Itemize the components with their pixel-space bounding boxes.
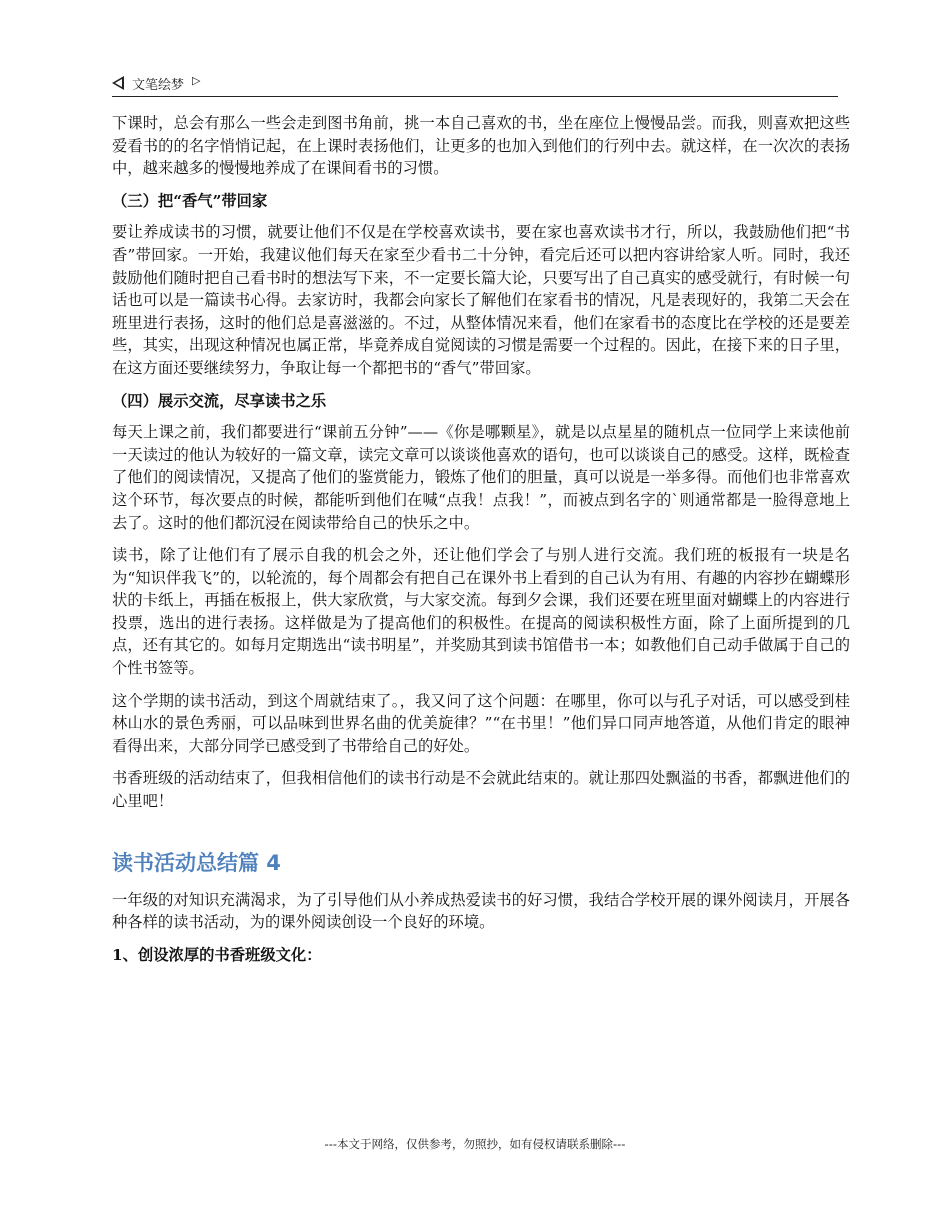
paragraph-2: 要让养成读书的习惯，就要让他们不仅是在学校喜欢读书，要在家也喜欢读书才行，所以，我鼓励他们把“书香”带回家。一开始，我建议他们每天在家至少看书二十分钟，看完后还可以把内容讲给家人听。同时，我还鼓励他们随时把自己看书时的想法写下来，不一定要长篇大论，只要写出了自己真实的感受就行，有时候一句话也可以是一篇读书心得。去家访时，我都会向家长了解他们在家看书的情况，凡是表现好的，我第二天会在班里进行表扬，这时的他们总是喜滋滋的。不过，从整体情况来看，他们在家看书的态度比在学校的还是要差些，其实，出现这种情况也属正常，毕竟养成自觉阅读的习惯是需要一个过程的。因此，在接下来的日子里，在这方面还要继续努力，争取让每一个都把书的“香气”带回家。 xyxy=(112,223,850,377)
paragraph-4: 读书，除了让他们有了展示自我的机会之外，还让他们学会了与别人进行交流。我们班的板报有一块是名为“知识伴我飞”的，以轮流的，每个周都会有把自己在课外书上看到的自己认为有用、有趣的内容抄在蝴蝶形状的卡纸上，再插在板报上，供大家欣赏，与大家交流。每到夕会课，我们还要在班里面对蝴蝶上的内容进行投票，选出的进行表扬。这样做是为了提高他们的积极性。在提高的阅读积极性方面，除了上面所提到的几点，还有其它的。如每月定期选出“读书明星”，并奖励其到读书馆借书一本；如教他们自己动手做属于自己的个性书签等。 xyxy=(112,546,850,678)
triangle-left-icon xyxy=(112,76,124,90)
section-heading-4: （四）展示交流，尽享读书之乐 xyxy=(112,391,327,410)
page-footer: ---本文于网络，仅供参考，勿照抄，如有侵权请联系删除--- xyxy=(324,1137,626,1151)
document-body xyxy=(112,112,850,975)
paragraph-3: 每天上课之前，我们都要进行“课前五分钟”——《你是哪颗星》，就是以点星星的随机点一位同学上来读他前一天读过的他认为较好的一篇文章，读完文章可以谈谈他喜欢的语句，也可以谈谈自己的感受。这样，既检查了他们的阅读情况，又提高了他们的鉴赏能力，锻炼了他们的胆量，真可以说是一举多得。而他们也非常喜欢这个环节，每次要点的时候，都能听到他们在喊“点我！点我！”，而被点到名字的`则通常都是一脸得意地上去了。这时的他们都沉浸在阅读带给自己的快乐之中。 xyxy=(112,423,850,532)
paragraph-7: 一年级的对知识充满渴求，为了引导他们从小养成热爱读书的好习惯，我结合学校开展的课外阅读月，开展各种各样的读书活动，为的课外阅读创设一个良好的环境。 xyxy=(112,890,850,932)
chapter-title: 读书活动总结篇 4 xyxy=(112,850,281,875)
subsection-heading-1: 1、创设浓厚的书香班级文化： xyxy=(112,945,322,964)
section-heading-3: （三）把“香气”带回家 xyxy=(112,191,268,210)
header-title: 文笔绘梦 xyxy=(132,77,185,93)
paragraph-6: 书香班级的活动结束了，但我相信他们的读书行动是不会就此结束的。就让那四处飘溢的书香，都飘进他们的心里吧！ xyxy=(112,769,850,811)
triangle-right-icon: ▷ xyxy=(192,73,201,87)
paragraph-1: 下课时，总会有那么一些会走到图书角前，挑一本自己喜欢的书，坐在座位上慢慢品尝。而我，则喜欢把这些爱看书的的名字悄悄记起，在上课时表扬他们，让更多的也加入到他们的行列中去。就这样，在一次次的表扬中，越来越多的慢慢地养成了在课间看书的习惯。 xyxy=(112,114,850,178)
paragraph-5: 这个学期的读书活动，到这个周就结束了。，我又问了这个问题：在哪里，你可以与孔子对话，可以感受到桂林山水的景色秀丽，可以品味到世界名曲的优美旋律？”“在书里！”他们异口同声地答道，从他们肯定的眼神看得出来，大部分同学已感受到了书带给自己的好处。 xyxy=(112,691,850,755)
page-header xyxy=(112,70,838,97)
